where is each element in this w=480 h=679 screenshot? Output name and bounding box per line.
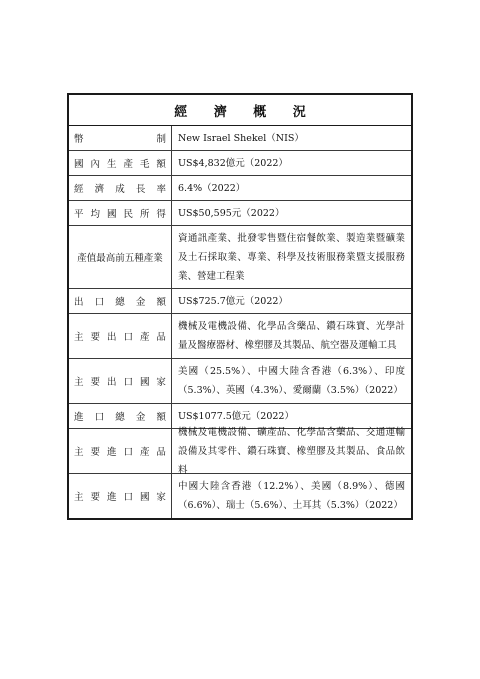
table-row: [69, 313, 411, 358]
row-value-text: 機械及電機設備、化學品含藥品、鑽石珠寶、光學計量及醫療器材、橡塑膠及其製品、航空器及運輸工具: [178, 321, 405, 351]
table-row: [69, 358, 411, 403]
row-label-char: 濟: [94, 184, 105, 195]
row-value: [172, 314, 411, 358]
row-label-char: 口: [123, 447, 133, 458]
row-value-text: US$1077.5億元（2022）: [178, 410, 294, 422]
row-label: [69, 151, 172, 175]
row-label-char: 平: [74, 209, 84, 220]
row-label-char: 口: [123, 377, 133, 388]
row-label-char: 主: [74, 447, 84, 458]
table-row: [69, 126, 411, 150]
row-label-char: 產: [139, 447, 150, 458]
row-label-char: 進: [106, 492, 117, 503]
row-label: [69, 289, 172, 313]
row-label-char: 幣: [74, 134, 84, 145]
row-label-char: 所: [139, 209, 150, 220]
row-label-char: 口: [94, 297, 105, 308]
table-row: [69, 150, 411, 175]
row-label-char: 總: [115, 297, 125, 308]
row-label-char: 得: [156, 209, 166, 220]
row-value-text: 6.4%（2022）: [178, 182, 246, 194]
row-value: [172, 359, 411, 403]
table-row: [69, 473, 411, 518]
row-label: [69, 474, 172, 518]
economic-overview-table: [67, 93, 413, 520]
row-label-char: 產: [123, 159, 133, 170]
table-row: [69, 225, 411, 288]
row-value: [172, 126, 411, 150]
row-value-text: 機械及電機設備、礦產品、化學品含藥品、交通運輸設備及其零件、鑽石珠寶、橡塑膠及其製品、食品飲料: [178, 426, 405, 476]
row-label: [69, 126, 172, 150]
row-value-text: 中國大陸含香港（12.2%）、美國（8.9%）、德國（6.6%）、瑞士（5.6%）、土耳其（5.3%）（2022）: [178, 481, 405, 511]
row-label-char: 主: [74, 332, 84, 343]
row-label-char: 額: [156, 412, 166, 423]
row-label-char: 家: [156, 492, 166, 503]
row-label-char: 成: [115, 184, 125, 195]
row-label-char: 口: [123, 492, 133, 503]
table-title: 經 濟 概 況: [174, 104, 317, 120]
row-label-char: 產值最高前五種產業: [77, 253, 163, 264]
row-label-char: 內: [90, 159, 100, 170]
row-label-char: 毛: [139, 159, 150, 170]
row-label-char: 額: [156, 297, 166, 308]
row-label: [69, 429, 172, 473]
row-label-char: 品: [156, 447, 166, 458]
row-value: [172, 226, 411, 288]
row-label-char: 額: [156, 159, 166, 170]
row-label-char: 制: [156, 134, 166, 145]
table-row: [69, 200, 411, 225]
row-label-char: 要: [90, 332, 100, 343]
row-label: [69, 314, 172, 358]
row-label-char: 生: [106, 159, 117, 170]
row-value: [172, 201, 411, 225]
row-label: [69, 176, 172, 200]
row-label-char: 出: [74, 297, 84, 308]
row-label-char: 要: [90, 447, 100, 458]
row-value-text: 資通訊產業、批發零售暨住宿餐飲業、製造業暨礦業及土石採取業、專業、科學及技術服務業暨支援服務業、營建工程業: [178, 232, 405, 282]
row-label-char: 國: [74, 159, 84, 170]
table-row: [69, 426, 411, 476]
row-label-char: 國: [106, 209, 117, 220]
row-label-char: 要: [90, 377, 100, 388]
row-label-char: 率: [156, 184, 166, 195]
row-label-char: 主: [74, 377, 84, 388]
row-label-char: 總: [115, 412, 125, 423]
row-label-char: 要: [90, 492, 100, 503]
row-label-char: 家: [156, 377, 166, 388]
row-value: [172, 151, 411, 175]
row-label-char: 民: [123, 209, 133, 220]
table-body: [69, 126, 411, 518]
table-row: [69, 288, 411, 313]
row-label-char: 品: [156, 332, 166, 343]
row-label: [69, 226, 172, 288]
row-value-text: 美國（25.5%）、中國大陸含香港（6.3%）、印度（5.3%）、英國（4.3%）、愛爾蘭（3.5%）（2022）: [178, 366, 405, 396]
row-value: [172, 426, 411, 476]
row-label-char: 口: [94, 412, 105, 423]
row-value-text: New Israel Shekel（NIS）: [178, 132, 304, 144]
table-row: [69, 175, 411, 200]
row-label: [69, 359, 172, 403]
row-label-char: 口: [123, 332, 133, 343]
row-label-char: 金: [135, 412, 146, 423]
row-value: [172, 474, 411, 518]
row-value-text: US$725.7億元（2022）: [178, 295, 288, 307]
row-label-char: 經: [74, 184, 84, 195]
row-label: [69, 404, 172, 428]
row-label-char: 金: [135, 297, 146, 308]
row-label-char: 產: [139, 332, 150, 343]
row-value-text: US$50,595元（2022）: [178, 207, 285, 219]
row-value-text: US$4,832億元（2022）: [178, 157, 288, 169]
row-label: [69, 201, 172, 225]
table-title-row: [69, 95, 411, 126]
row-label-char: 出: [106, 377, 117, 388]
row-label-char: 國: [139, 492, 150, 503]
row-label-char: 進: [74, 412, 84, 423]
row-label-char: 均: [90, 209, 100, 220]
row-value: [172, 176, 411, 200]
row-label-char: 主: [74, 492, 84, 503]
row-value: [172, 289, 411, 313]
row-label-char: 國: [139, 377, 150, 388]
row-label-char: 長: [135, 184, 146, 195]
row-label-char: 出: [106, 332, 117, 343]
row-label-char: 進: [106, 447, 117, 458]
